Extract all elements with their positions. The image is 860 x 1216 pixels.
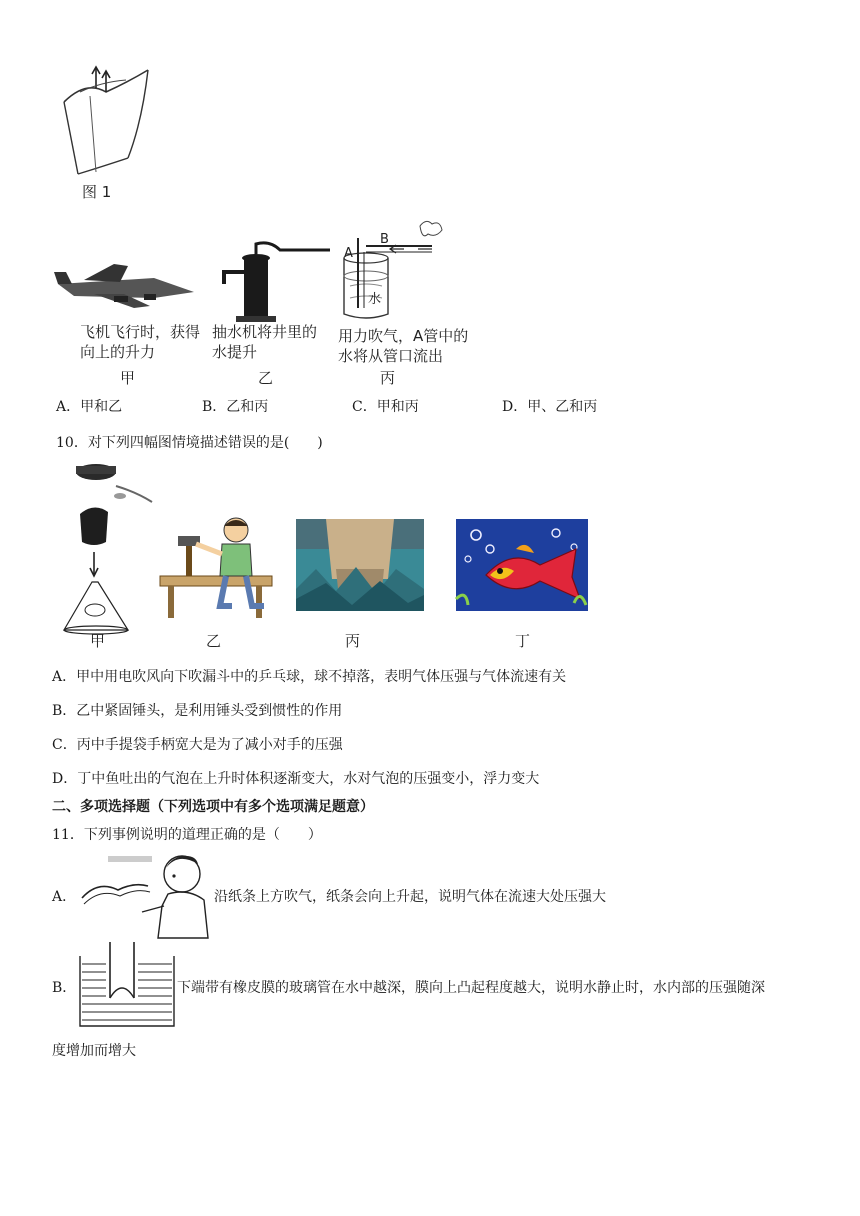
section-2-title: 二、多项选择题（下列选项中有多个选项满足题意） <box>52 799 374 815</box>
airplane-caption-line2: 向上的升力 <box>80 343 156 361</box>
blow-caption-line2: 水将从管口流出 <box>338 347 444 365</box>
hand-bag-figure <box>296 519 424 611</box>
q10-stem: 10．对下列四幅图情境描述错误的是( ) <box>56 435 323 451</box>
airplane-caption-line1: 飞机飞行时，获得 <box>80 323 201 341</box>
airplane-figure <box>54 262 204 310</box>
figure-yi-label: 乙 <box>258 369 274 387</box>
fish-bubbles-figure <box>456 519 588 611</box>
tube-a-label: A <box>344 246 353 261</box>
paper-strip-figure <box>56 62 166 180</box>
q11-option-b-letter: B． <box>52 980 77 996</box>
pump-caption-line1: 抽水机将井里的 <box>212 323 318 341</box>
boy-hammering-figure <box>156 514 276 622</box>
glass-tube-in-water-figure <box>78 942 176 1028</box>
q9-option-c: C．甲和丙 <box>352 399 419 415</box>
q10-option-c: C．丙中手提袋手柄宽大是为了减小对手的压强 <box>52 737 343 753</box>
q10-option-a: A．甲中用电吹风向下吹漏斗中的乒乓球，球不掉落，表明气体压强与气体流速有关 <box>52 669 567 685</box>
q10-figure-yi-label: 乙 <box>206 632 222 650</box>
q10-option-b: B．乙中紧固锤头，是利用锤头受到惯性的作用 <box>52 703 343 719</box>
q10-option-d: D．丁中鱼吐出的气泡在上升时体积逐渐变大，水对气泡的压强变小，浮力变大 <box>52 771 540 787</box>
q11-option-a-letter: A． <box>52 889 77 905</box>
q10-figure-jia-label: 甲 <box>90 632 106 650</box>
q11-stem: 11．下列事例说明的道理正确的是（ ） <box>52 827 322 843</box>
tube-b-label: B <box>380 232 389 247</box>
q9-option-d: D．甲、乙和丙 <box>502 399 598 415</box>
water-label: 水 <box>368 292 382 307</box>
q11-option-b-text: 下端带有橡皮膜的玻璃管在水中越深，膜向上凸起程度越大，说明水静止时，水内部的压强随深 <box>177 980 765 996</box>
figure-jia-label: 甲 <box>120 369 136 387</box>
q10-figure-bing-label: 丙 <box>345 632 361 650</box>
hair-dryer-funnel-figure <box>56 462 160 632</box>
q11-option-b-text-continued: 度增加而增大 <box>52 1043 136 1059</box>
pump-caption-line2: 水提升 <box>212 343 258 361</box>
q9-option-a: A．甲和乙 <box>56 399 123 415</box>
q11-option-a-text: 沿纸条上方吹气，纸条会向上升起，说明气体在流速大处压强大 <box>214 889 606 905</box>
water-pump-figure <box>210 240 334 322</box>
figure-bing-label: 丙 <box>380 369 396 387</box>
q9-option-b: B．乙和丙 <box>202 399 269 415</box>
q10-figure-ding-label: 丁 <box>515 632 531 650</box>
blowing-tube-figure <box>336 216 446 322</box>
blow-caption-line1: 用力吹气，A管中的 <box>338 327 469 345</box>
figure-1-caption: 图 1 <box>82 183 112 201</box>
boy-blowing-paper-figure <box>78 852 212 940</box>
